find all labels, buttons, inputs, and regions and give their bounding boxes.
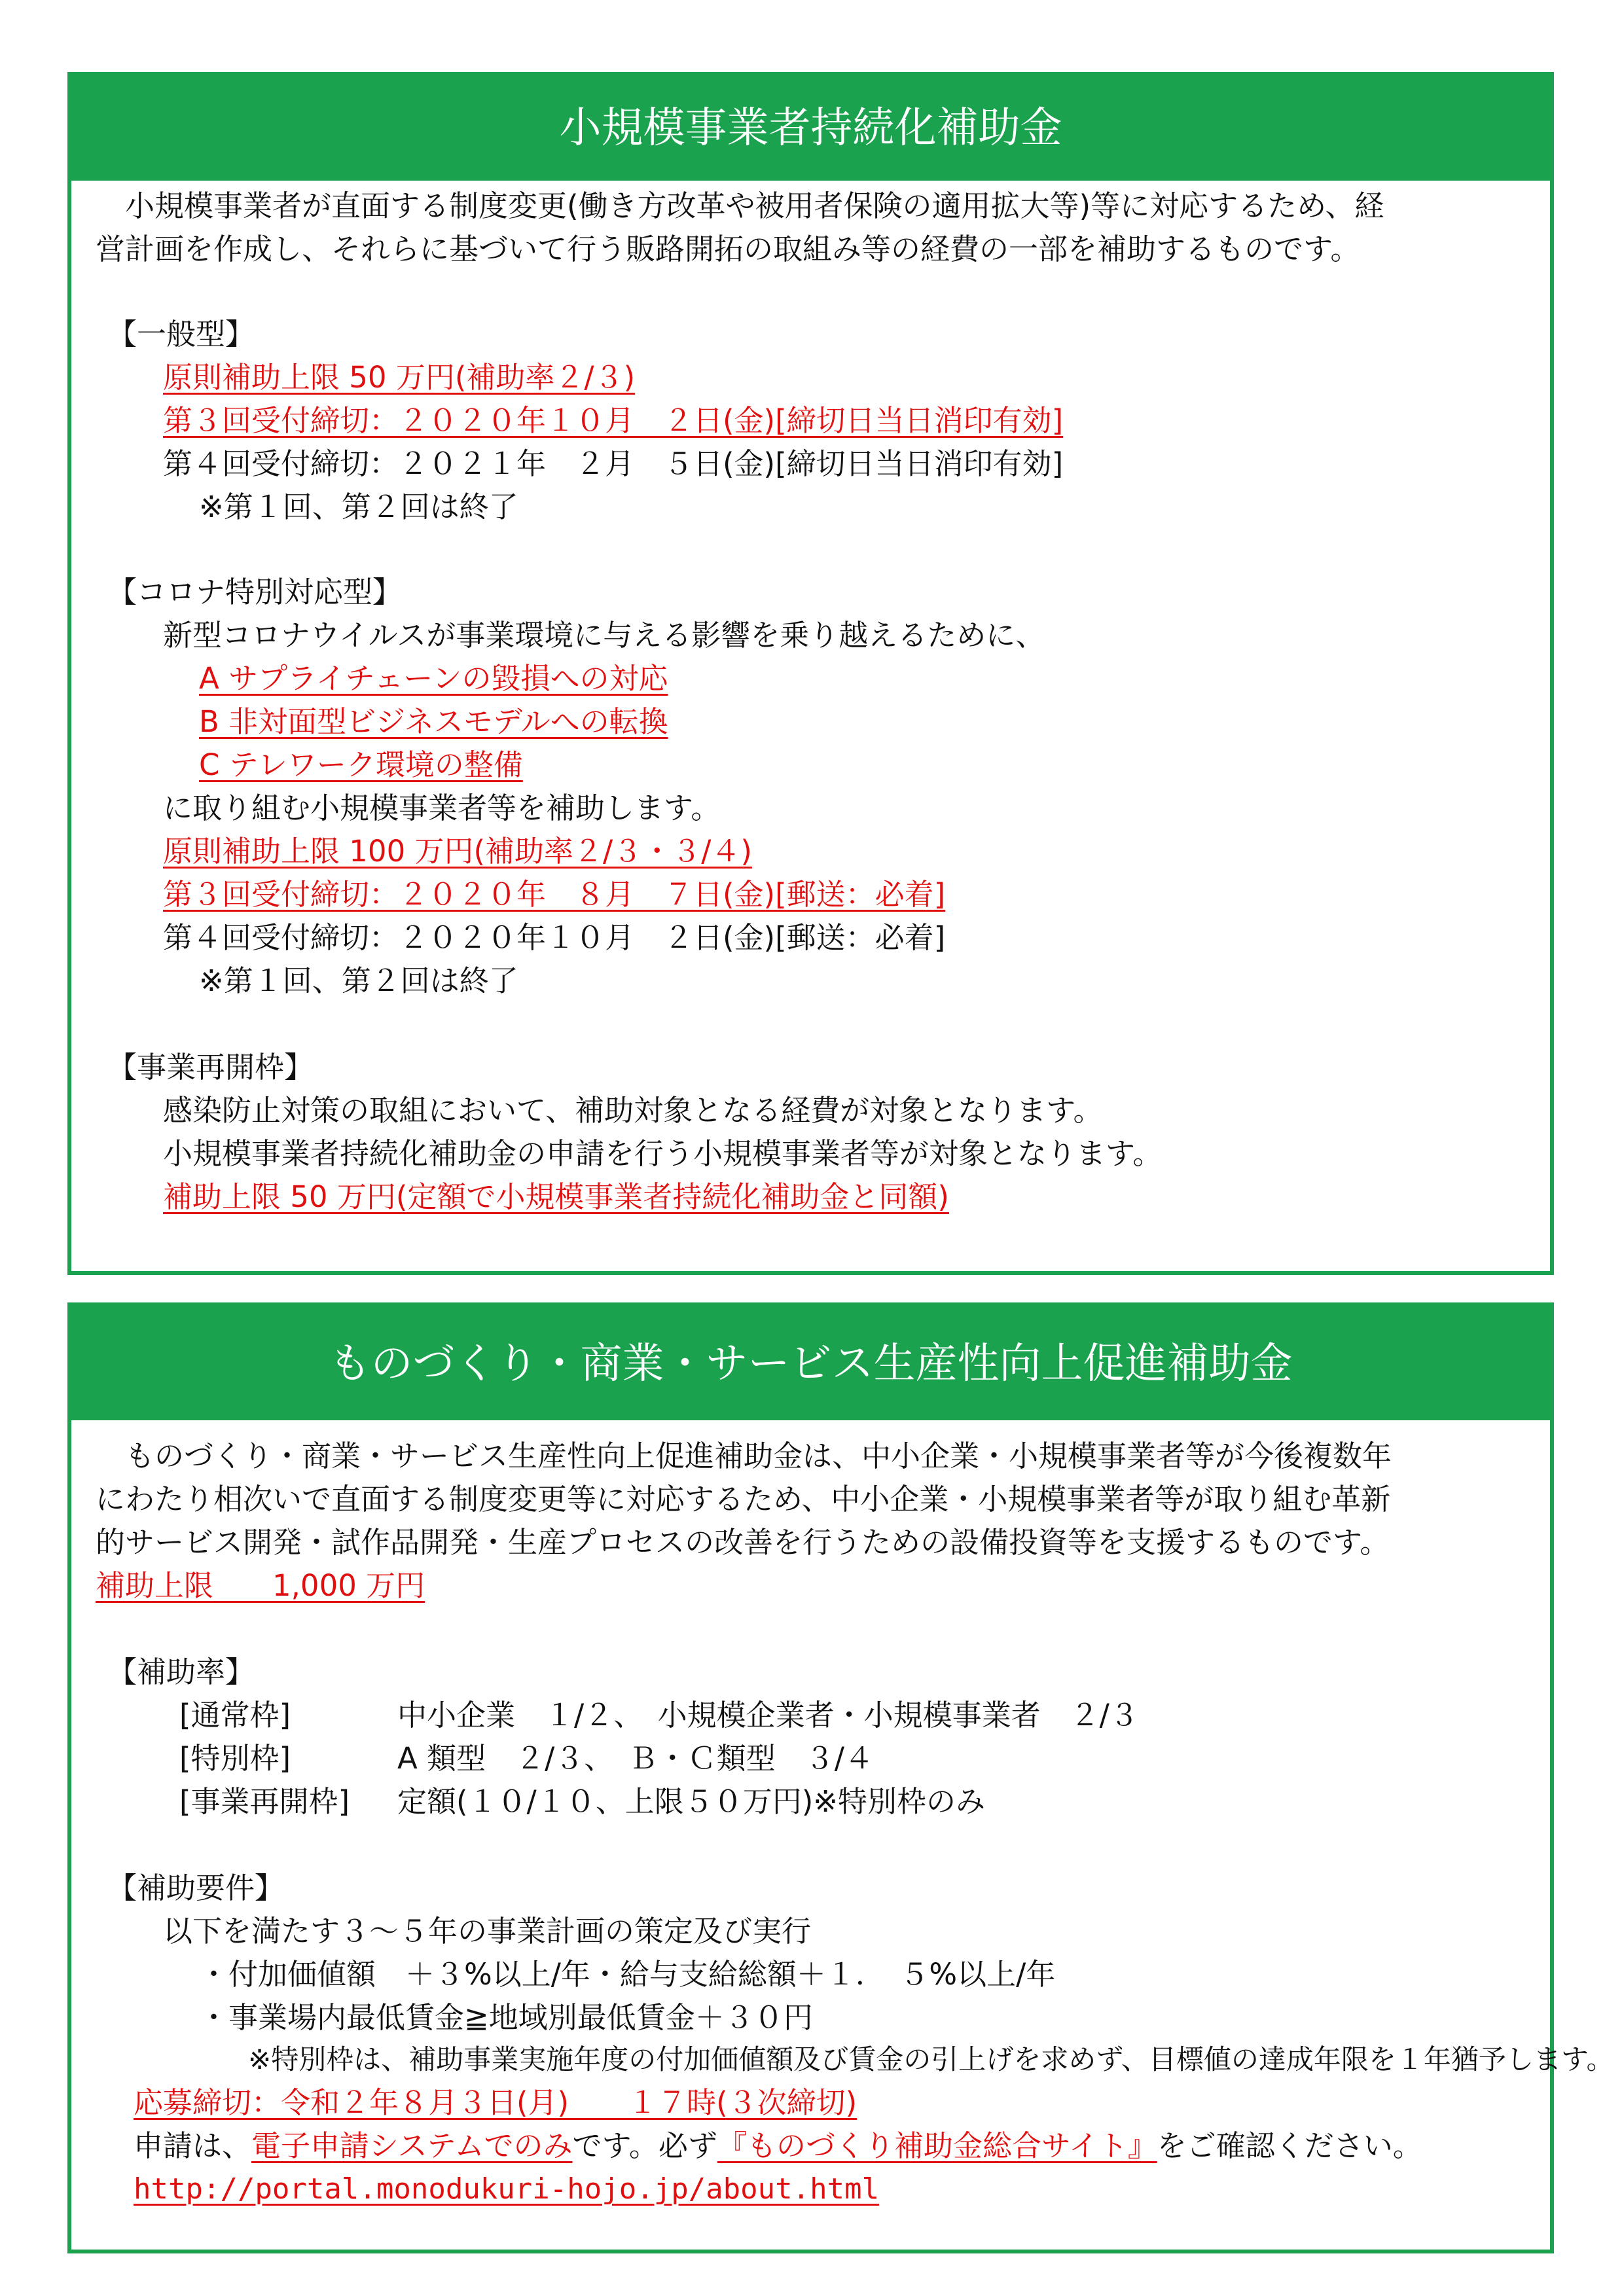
corona-item-a: A サプライチェーンの毀損への対応 bbox=[199, 661, 668, 696]
intro-line-3: 的サービス開発・試作品開発・生産プロセスの改善を行うための設備投資等を支援するものです。 bbox=[96, 1525, 1390, 1560]
apply-suffix: をご確認ください。 bbox=[1157, 2128, 1422, 2163]
rate-label-special: [特別枠] bbox=[179, 1741, 291, 1776]
general-deadline-3: 第３回受付締切：２０２０年１０月 ２日(金)[締切日当日消印有効] bbox=[163, 403, 1064, 438]
rate-label-normal: [通常枠] bbox=[179, 1698, 291, 1732]
subsidy-limit: 補助上限 1,000 万円 bbox=[96, 1568, 425, 1603]
rate-value-normal: 中小企業 １/２、 小規模企業者・小規模事業者 ２/３ bbox=[397, 1698, 1139, 1732]
section-monodukuri bbox=[67, 1302, 1614, 2253]
apply-prefix: 申請は、 bbox=[134, 2128, 252, 2163]
rate-label-reopen: [事業再開枠] bbox=[179, 1784, 350, 1819]
corona-note: ※第１回、第２回は終了 bbox=[199, 963, 518, 998]
intro-line-2: 営計画を作成し、それらに基づいて行う販路開拓の取組み等の経費の一部を補助するものです。 bbox=[96, 232, 1360, 266]
section-title: ものづくり・商業・サービス生産性向上促進補助金 bbox=[71, 1306, 1550, 1420]
section-title: 小規模事業者持続化補助金 bbox=[71, 76, 1550, 181]
intro-line-2: にわたり相次いで直面する制度変更等に対応するため、中小企業・小規模事業者等が取り組む革新 bbox=[96, 1482, 1391, 1516]
rate-value-special: A 類型 ２/３、 Ｂ・Ｃ類型 ３/４ bbox=[397, 1741, 874, 1776]
application-deadline: 応募締切：令和２年８月３日(月) １７時(３次締切) bbox=[134, 2085, 857, 2120]
corona-deadline-3: 第３回受付締切：２０２０年 ８月 ７日(金)[郵送：必着] bbox=[163, 877, 946, 912]
corona-deadline-4: 第４回受付締切：２０２０年１０月 ２日(金)[郵送：必着] bbox=[163, 920, 946, 955]
corona-item-b: B 非対面型ビジネスモデルへの転換 bbox=[199, 704, 668, 739]
corona-tail: に取り組む小規模事業者等を補助します。 bbox=[163, 791, 721, 825]
requirements-note: ※特別枠は、補助事業実施年度の付加価値額及び賃金の引上げを求めず、目標値の達成年限を１年猶予します。 bbox=[248, 2043, 1614, 2075]
reopen-heading: 【事業再開枠】 bbox=[107, 1050, 314, 1085]
apply-line bbox=[134, 2127, 1422, 2165]
reopen-limit: 補助上限 50 万円(定額で小規模事業者持続化補助金と同額) bbox=[163, 1179, 949, 1214]
apply-middle: です。必ず bbox=[572, 2128, 717, 2163]
corona-heading: 【コロナ特別対応型】 bbox=[107, 575, 403, 609]
corona-item-c: C テレワーク環境の整備 bbox=[199, 747, 523, 782]
requirements-bullet-2: ・事業場内最低賃金≧地域別最低賃金＋３０円 bbox=[199, 2000, 813, 2035]
requirements-bullet-1: ・付加価値額 ＋３%以上/年・給与支給総額＋１． ５%以上/年 bbox=[199, 1957, 1056, 1992]
rate-heading: 【補助率】 bbox=[107, 1655, 255, 1689]
general-heading: 【一般型】 bbox=[107, 317, 255, 351]
monodukuri-site-link[interactable]: 『ものづくり補助金総合サイト』 bbox=[717, 2128, 1157, 2163]
corona-limit: 原則補助上限 100 万円(補助率２/３・３/４) bbox=[163, 834, 752, 869]
section-jizokuka bbox=[67, 72, 1554, 1275]
corona-lead: 新型コロナウイルスが事業環境に与える影響を乗り越えるために、 bbox=[163, 618, 1045, 653]
reopen-line-2: 小規模事業者持続化補助金の申請を行う小規模事業者等が対象となります。 bbox=[163, 1136, 1163, 1171]
rate-value-reopen: 定額(１０/１０、上限５０万円)※特別枠のみ bbox=[397, 1784, 985, 1819]
general-limit: 原則補助上限 50 万円(補助率２/３) bbox=[163, 360, 636, 395]
requirements-heading: 【補助要件】 bbox=[107, 1871, 285, 1905]
intro-line-1: ものづくり・商業・サービス生産性向上促進補助金は、中小企業・小規模事業者等が今後複数年 bbox=[96, 1439, 1392, 1473]
intro-line-1: 小規模事業者が直面する制度変更(働き方改革や被用者保険の適用拡大等)等に対応するため、経 bbox=[96, 188, 1384, 223]
general-note: ※第１回、第２回は終了 bbox=[199, 490, 518, 524]
reopen-line-1: 感染防止対策の取組において、補助対象となる経費が対象となります。 bbox=[163, 1093, 1103, 1128]
requirements-lead: 以下を満たす３〜５年の事業計画の策定及び実行 bbox=[163, 1914, 812, 1948]
general-deadline-4: 第４回受付締切：２０２１年 ２月 ５日(金)[締切日当日消印有効] bbox=[163, 446, 1064, 481]
e-application-link[interactable]: 電子申請システムでのみ bbox=[251, 2128, 573, 2163]
portal-url-link[interactable]: http://portal.monodukuri-hojo.jp/about.html bbox=[134, 2172, 880, 2206]
